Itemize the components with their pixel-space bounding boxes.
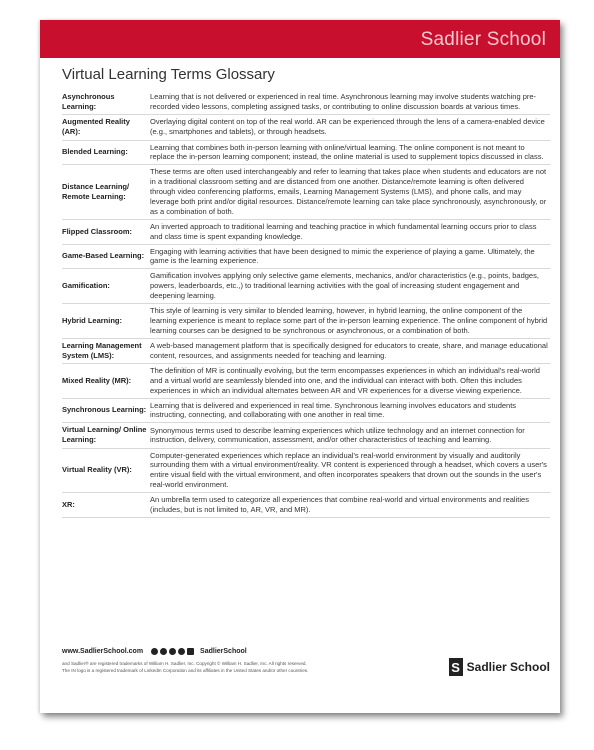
linkedin-icon[interactable]: [187, 648, 194, 655]
term-label: Game-Based Learning:: [62, 244, 150, 269]
brand-name: Sadlier School: [420, 29, 546, 50]
term-definition: Overlaying digital content on top of the real world. AR can be experienced through the lens of a camera-enabled device (e.g., smartphones and tablets), or through headsets.: [150, 115, 550, 140]
term-label: XR:: [62, 493, 150, 518]
term-definition: An umbrella term used to categorize all experiences that combine real-world and virtual environments and realities (includes, but is not limited to, AR, VR, and MR).: [150, 493, 550, 518]
term-label: Hybrid Learning:: [62, 303, 150, 338]
term-definition: Learning that combines both in-person learning with online/virtual learning. The online component is not meant to replace the in-person learning component; instead, the online material is used to supplement topics discussed in class.: [150, 140, 550, 165]
social-icons: [151, 648, 194, 655]
trademark-line-2: The IN logo is a registered trademark of LinkedIn Corporation and its affiliates in the United States and/or other countries.: [62, 667, 309, 673]
glossary-row: [62, 165, 550, 219]
glossary-row: [62, 269, 550, 304]
website-link[interactable]: www.SadlierSchool.com: [62, 648, 144, 655]
term-definition: A web-based management platform that is specifically designed for educators to create, share, and manage educational content, resources, and assignments needed for teaching and learning.: [150, 338, 550, 363]
term-label: Distance Learning/ Remote Learning:: [62, 165, 150, 219]
social-handle: SadlierSchool: [200, 648, 247, 655]
term-label: Blended Learning:: [62, 140, 150, 165]
glossary-row: [62, 90, 550, 115]
term-definition: These terms are often used interchangeably and refer to learning that takes place when students and educators are not in a traditional classroom setting and are distanced from one another. Distance/remote learning is often delivered through video conferencing platforms, emails, Learning Management Systems (LMS), and phone calls, and may leverage both print and/or digital resources. Distance/remote learning can take place synchronously, asynchronously, or as a combination of both.: [150, 165, 550, 219]
term-definition: The definition of MR is continually evolving, but the term encompasses experiences in which an individual's real-world and a virtual world are seamlessly blended into one, and the individual can interact with both. Often this includes experiences in which an individual alternates between AR and VR experiences for a diverse viewing experience.: [150, 363, 550, 398]
glossary-table: [62, 90, 550, 518]
term-label: Mixed Reality (MR):: [62, 363, 150, 398]
glossary-row: [62, 219, 550, 244]
facebook-icon[interactable]: [151, 648, 158, 655]
glossary-row: [62, 338, 550, 363]
term-label: Virtual Reality (VR):: [62, 448, 150, 493]
twitter-icon[interactable]: [160, 648, 167, 655]
pinterest-icon[interactable]: [169, 648, 176, 655]
trademark-notice: [62, 661, 392, 675]
term-definition: This style of learning is very similar to blended learning, however, in hybrid learning, the online component of the learning experience is meant to replace some part of the in-person learning experience. The online component of hybrid learning courses can be designed to be synchronous or asynchronous, or a combination of both.: [150, 303, 550, 338]
sadlier-logo: [449, 658, 550, 676]
logo-text: Sadlier School: [466, 660, 550, 674]
term-label: Asynchronous Learning:: [62, 90, 150, 115]
term-definition: Gamification involves applying only selective game elements, mechanics, and/or characteristics (e.g., points, badges, powers, leaderboards, etc.,) to traditional learning activities with the goal of increasing student engagement and deepening learning.: [150, 269, 550, 304]
glossary-row: [62, 244, 550, 269]
term-definition: Computer-generated experiences which replace an individual's real-world environment by visually and auditorily surrounding them with a virtual environment/reality. VR content is experienced through a headset, which covers a user's entire visual field with the virtual environment, and often incorporates speakers that drown out the sounds in the user's real-world environment.: [150, 448, 550, 493]
glossary-row: [62, 303, 550, 338]
term-definition: Engaging with learning activities that have been designed to mimic the experience of playing a game. Ultimately, the game is the learning experience.: [150, 244, 550, 269]
term-label: Augmented Reality (AR):: [62, 115, 150, 140]
footer: [62, 648, 550, 675]
glossary-row: [62, 423, 550, 448]
glossary-row: [62, 115, 550, 140]
glossary-row: [62, 493, 550, 518]
header-banner: [40, 20, 560, 58]
trademark-line-1: and Sadlier® are registered trademarks of William H. Sadlier, Inc. Copyright © William H. Sadlier, Inc. All rights reserved.: [62, 661, 307, 666]
term-label: Flipped Classroom:: [62, 219, 150, 244]
term-definition: Learning that is not delivered or experienced in real time. Asynchronous learning may involve students watching pre-recorded video lessons, completing assigned tasks, or contributing to online discussion boards at various times.: [150, 90, 550, 115]
page-title: Virtual Learning Terms Glossary: [62, 66, 275, 83]
instagram-icon[interactable]: [178, 648, 185, 655]
glossary-row: [62, 398, 550, 423]
term-definition: Synonymous terms used to describe learning experiences which utilize technology and an internet connection for instruction, delivery, communication, assessment, and/or other characteristics of teaching and learning.: [150, 423, 550, 448]
term-definition: An inverted approach to traditional learning and teaching practice in which fundamental learning occurs prior to class and class time is spent expanding knowledge.: [150, 219, 550, 244]
term-label: Gamification:: [62, 269, 150, 304]
term-label: Virtual Learning/ Online Learning:: [62, 423, 150, 448]
sadlier-s-icon: S: [449, 658, 463, 676]
term-definition: Learning that is delivered and experienced in real time. Synchronous learning involves educators and students instructing, connecting, and collaborating with one another in real time.: [150, 398, 550, 423]
glossary-row: [62, 448, 550, 493]
term-label: Synchronous Learning:: [62, 398, 150, 423]
term-label: Learning Management System (LMS):: [62, 338, 150, 363]
glossary-page: [40, 20, 560, 713]
glossary-row: [62, 363, 550, 398]
glossary-row: [62, 140, 550, 165]
